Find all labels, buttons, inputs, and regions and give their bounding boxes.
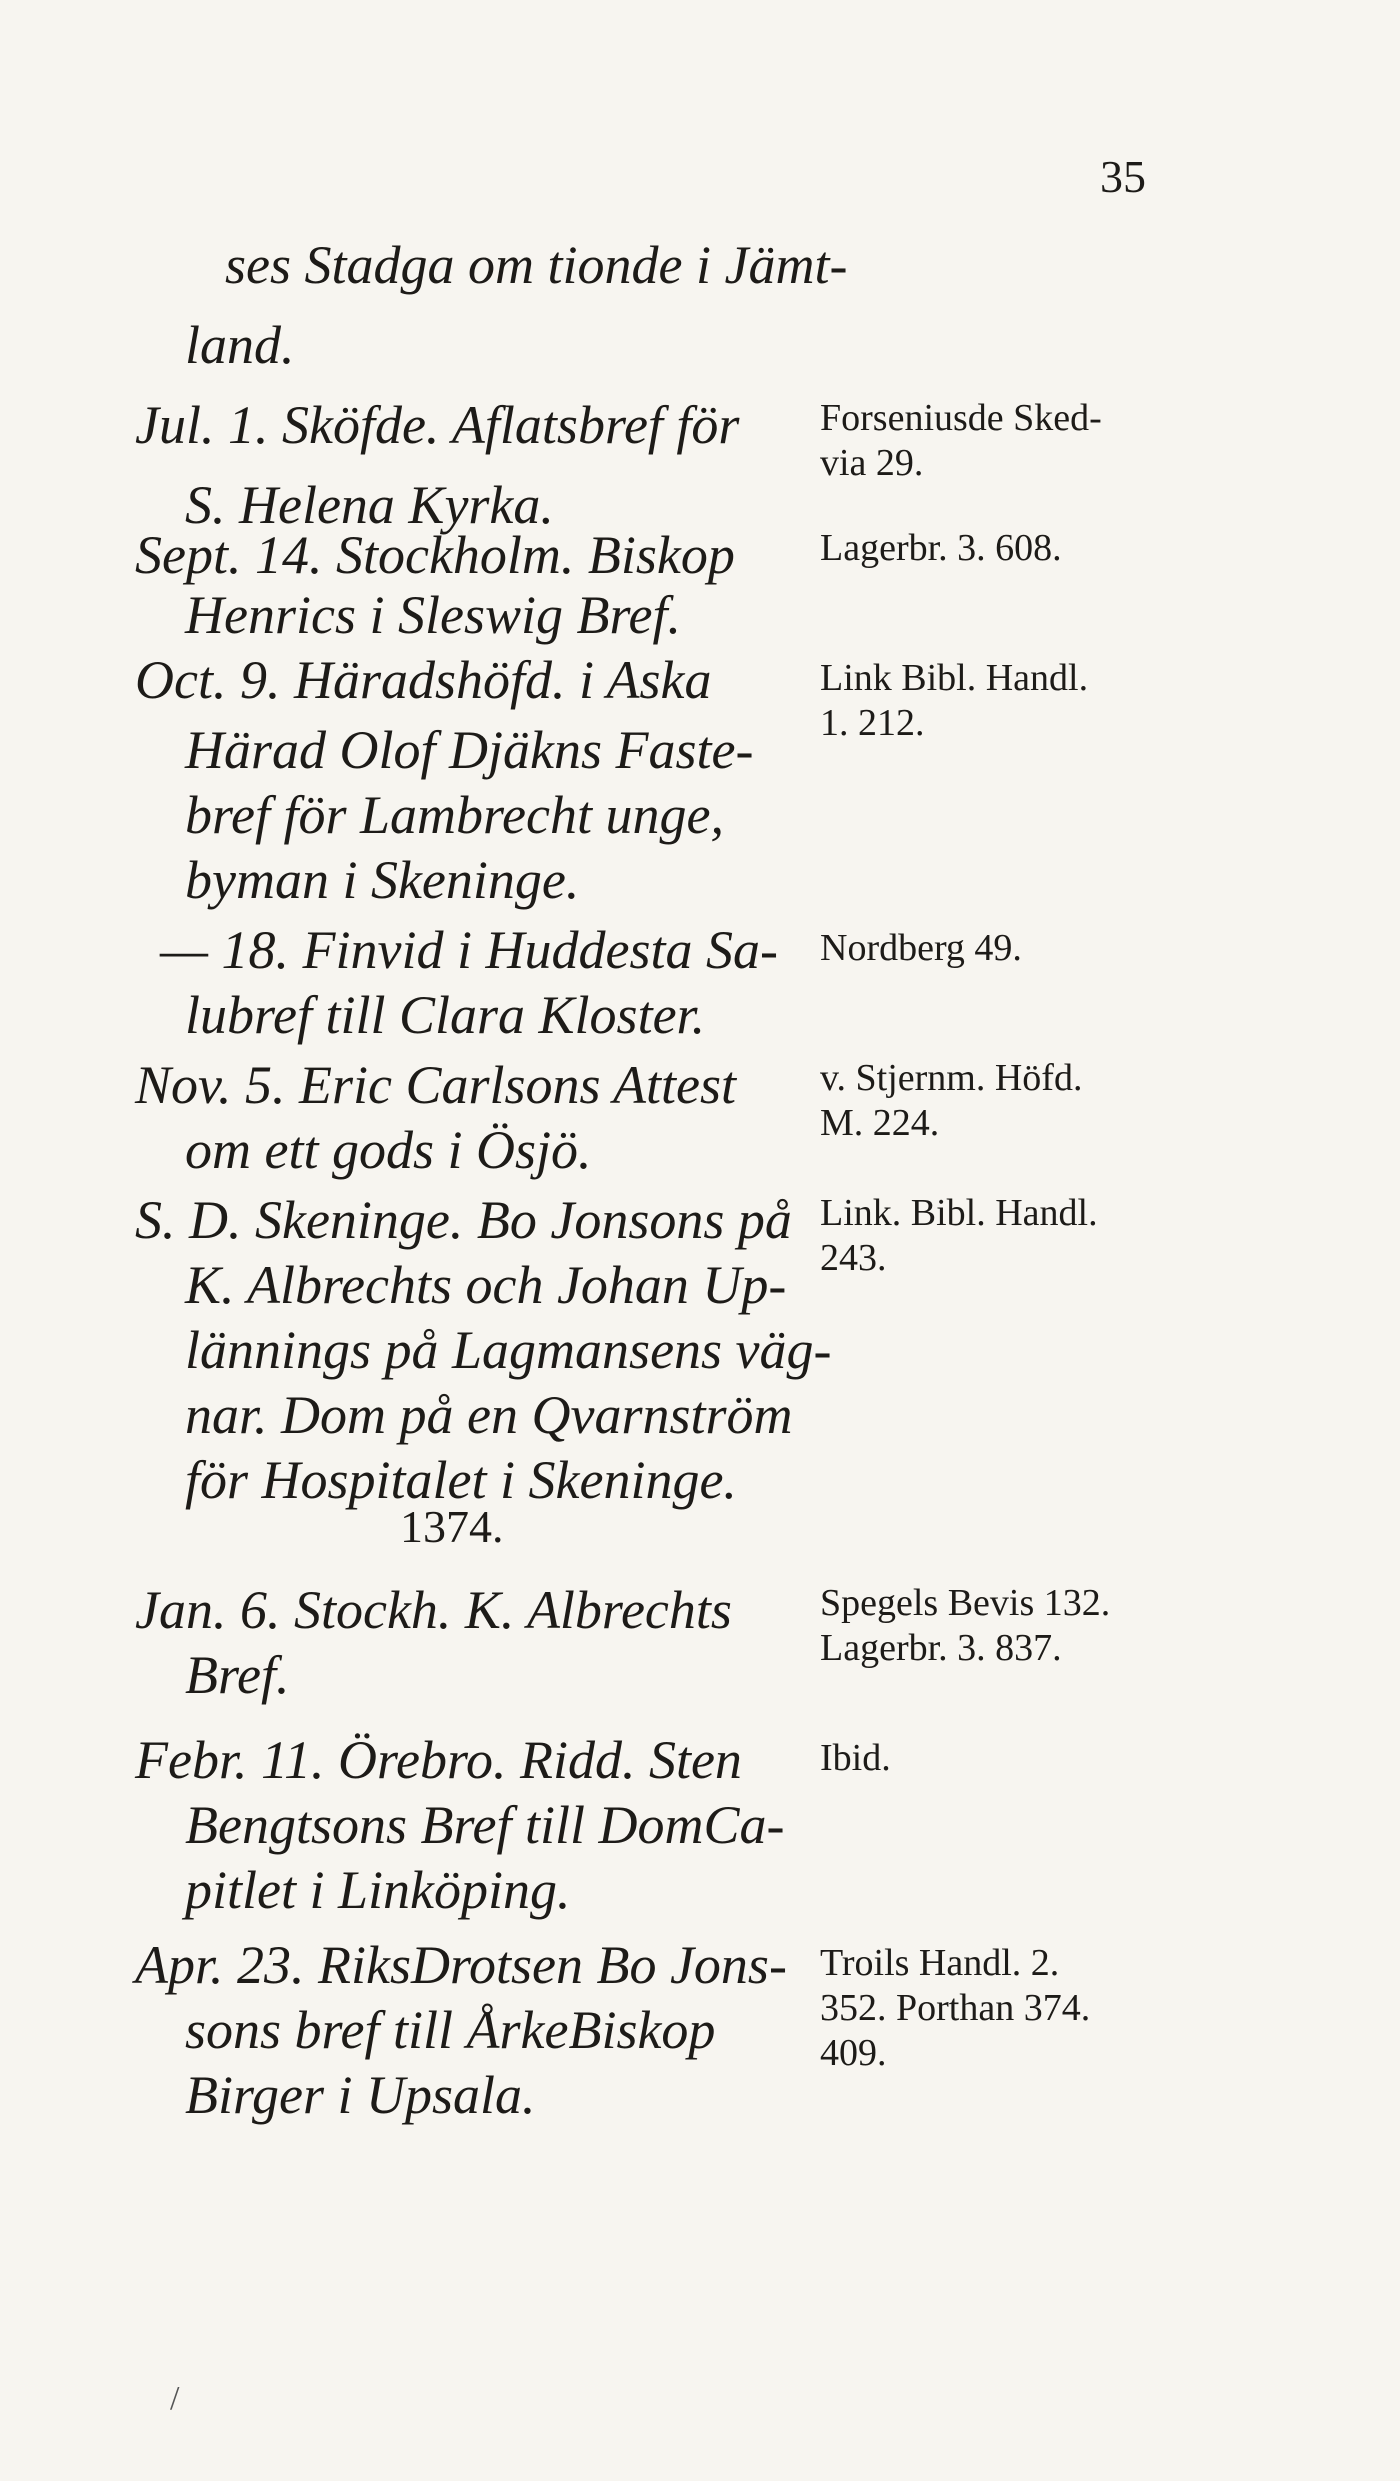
entry-line: Apr. 23. RiksDrotsen Bo Jons- (135, 1935, 787, 1995)
entry-line: K. Albrechts och Johan Up- (185, 1255, 787, 1315)
entry-line: ses Stadga om tionde i Jämt- (225, 235, 848, 295)
reference-line: v. Stjernm. Höfd. (820, 1057, 1083, 1099)
entry-line: — 18. Finvid i Huddesta Sa- (160, 920, 778, 980)
year-heading: 1374. (400, 1501, 504, 1552)
entry-line: byman i Skeninge. (185, 850, 580, 910)
entry-line: Nov. 5. Eric Carlsons Attest (135, 1055, 737, 1115)
reference-line: Link. Bibl. Handl. (820, 1192, 1098, 1234)
reference-line: Ibid. (820, 1737, 891, 1779)
reference-line: Lagerbr. 3. 837. (820, 1627, 1062, 1669)
entry-line: S. Helena Kyrka. (185, 475, 554, 535)
reference-line: 352. Porthan 374. (820, 1987, 1091, 2029)
reference-line: 243. (820, 1237, 887, 1279)
stray-mark: / (170, 2380, 180, 2417)
entry-line: S. D. Skeninge. Bo Jonsons på (135, 1190, 792, 1250)
entry-line: lubref till Clara Kloster. (185, 985, 706, 1045)
reference-line: Link Bibl. Handl. (820, 657, 1089, 699)
reference-line: Troils Handl. 2. (820, 1942, 1060, 1984)
reference-line: M. 224. (820, 1102, 940, 1144)
entry-line: för Hospitalet i Skeninge. (185, 1450, 737, 1510)
reference-line: Nordberg 49. (820, 927, 1022, 969)
entry-line: Bengtsons Bref till DomCa- (185, 1795, 785, 1855)
page-number: 35 (1100, 151, 1146, 202)
reference-line: Spegels Bevis 132. (820, 1582, 1111, 1624)
entry-line: Sept. 14. Stockholm. Biskop (135, 525, 735, 585)
entry-line: Jul. 1. Sköfde. Aflatsbref för (135, 395, 740, 455)
entry-line: Bref. (185, 1645, 290, 1705)
entry-line: pitlet i Linköping. (185, 1860, 571, 1920)
entry-line: nar. Dom på en Qvarnström (185, 1385, 793, 1445)
entry-line: om ett gods i Ösjö. (185, 1120, 592, 1180)
entry-line: Oct. 9. Häradshöfd. i Aska (135, 650, 712, 710)
reference-line: 409. (820, 2032, 887, 2074)
reference-line: 1. 212. (820, 702, 925, 744)
entry-line: land. (185, 315, 295, 375)
entry-line: bref för Lambrecht unge, (185, 785, 724, 845)
reference-line: Forseniusde Sked- (820, 397, 1102, 439)
entry-line: Henrics i Sleswig Bref. (185, 585, 681, 645)
reference-line: via 29. (820, 442, 924, 484)
entry-line: Birger i Upsala. (185, 2065, 536, 2125)
entry-line: lännings på Lagmansens väg- (185, 1320, 832, 1380)
entry-line: Febr. 11. Örebro. Ridd. Sten (135, 1730, 742, 1790)
reference-line: Lagerbr. 3. 608. (820, 527, 1062, 569)
entry-line: Jan. 6. Stockh. K. Albrechts (135, 1580, 732, 1640)
entry-line: Härad Olof Djäkns Faste- (185, 720, 754, 780)
entry-line: sons bref till ÅrkeBiskop (185, 2000, 716, 2060)
